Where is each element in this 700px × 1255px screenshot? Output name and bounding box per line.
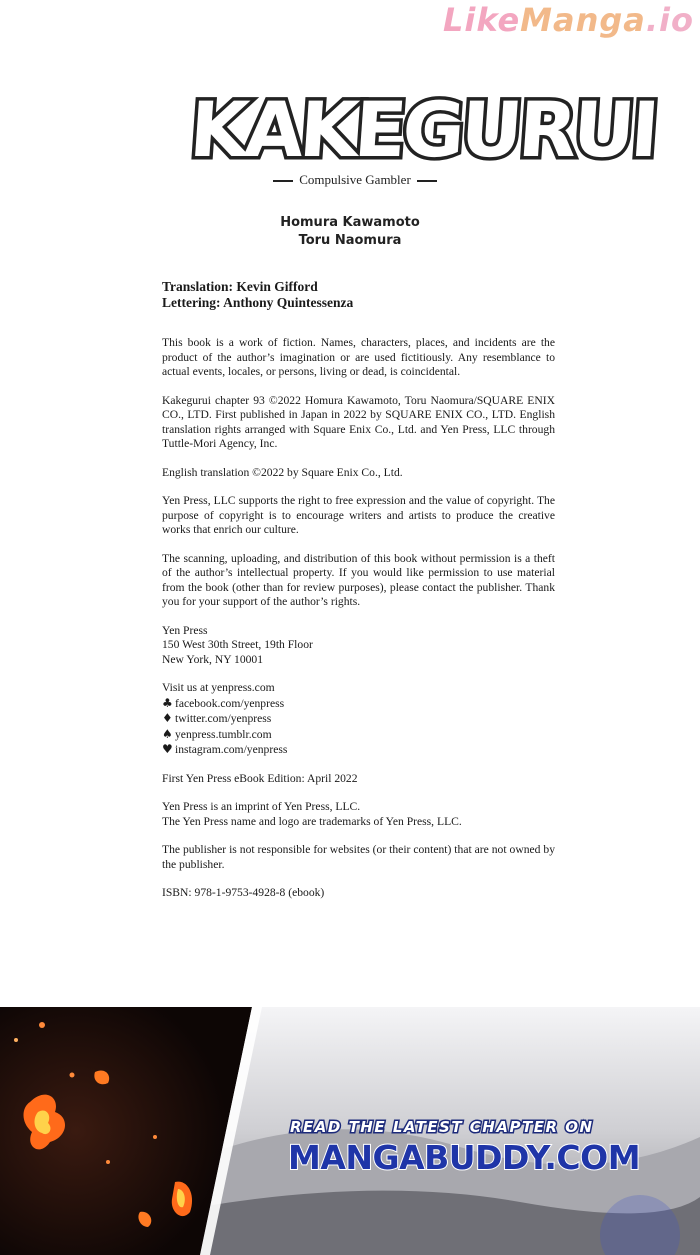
club-icon: ♣ [162, 695, 173, 710]
diamond-icon: ♦ [162, 711, 173, 725]
logo-subtitle [190, 172, 520, 188]
social-link-instagram[interactable]: instagram.com/yenpress [175, 743, 288, 756]
address-line-3: New York, NY 10001 [162, 652, 264, 666]
logo-subtitle-text: Compulsive Gambler [299, 172, 411, 187]
authors [0, 214, 700, 250]
imprint-notice [162, 800, 555, 829]
social-links [162, 681, 555, 758]
watermark-part-3: .io [645, 1, 694, 39]
fiction-notice: This book is a work of fiction. Names, characters, places, and incidents are the product of the author’s imagination or are used fictitiously. Any resemblance to actual events, locales, or persons, living or dead, is coincidental. [162, 336, 555, 378]
isbn: ISBN: 978-1-9753-4928-8 (ebook) [162, 886, 325, 899]
address-line-2: 150 West 30th Street, 19th Floor [162, 638, 313, 651]
credits [162, 279, 353, 311]
copyright-notice: Kakegurui chapter 93 ©2022 Homura Kawamoto, Toru Naomura/SQUARE ENIX CO., LTD. First published in Japan in 2022 by SQUARE ENIX CO., LTD. English translation rights arranged with Square Enix Co., Ltd. and Yen Press, LLC through Tuttle-Mori Agency, Inc. [162, 393, 555, 450]
logo-title: KAKEGURUI [186, 85, 659, 174]
author-writer: Homura Kawamoto [280, 215, 420, 230]
subtitle-bar-left [273, 180, 293, 182]
expression-notice: Yen Press, LLC supports the right to free expression and the value of copyright. The purpose of copyright is to encourage writers and artists to produce the creative works that enrich our culture. [162, 494, 555, 536]
edition-notice: First Yen Press eBook Edition: April 2022 [162, 771, 358, 785]
imprint-line-2: The Yen Press name and logo are trademarks of Yen Press, LLC. [162, 814, 462, 828]
author-artist: Toru Naomura [298, 233, 402, 248]
translation-notice: English translation ©2022 by Square Enix Co., Ltd. [162, 465, 403, 479]
visit-intro: Visit us at yenpress.com [162, 681, 275, 694]
watermark-part-2: Manga [520, 1, 646, 39]
address-line-1: Yen Press [162, 623, 208, 637]
series-logo [186, 80, 659, 195]
website-disclaimer: The publisher is not responsible for websites (or their content) that are not owned by the publisher. [162, 843, 555, 871]
spade-icon: ♠ [162, 726, 173, 741]
publisher-address [162, 624, 555, 668]
social-link-twitter[interactable]: twitter.com/yenpress [175, 712, 272, 725]
banner-tagline: READ THE LATEST CHAPTER ON [290, 1118, 594, 1136]
banner-site-link[interactable]: MANGABUDDY.COM [288, 1138, 641, 1177]
social-link-facebook[interactable]: facebook.com/yenpress [175, 696, 285, 710]
subtitle-bar-right [417, 180, 437, 182]
copyright-body [162, 336, 555, 915]
credit-lettering: Lettering: Anthony Quintessenza [162, 295, 354, 310]
scanning-notice: The scanning, uploading, and distribution of this book without permission is a theft of the author’s intellectual property. If you would like permission to use material from the book (other than for review purposes), please contact the publisher. Thank you for your support of the author’s rights. [162, 551, 555, 608]
social-link-tumblr[interactable]: yenpress.tumblr.com [175, 727, 272, 741]
imprint-line-1: Yen Press is an imprint of Yen Press, LLC. [162, 800, 361, 813]
heart-icon: ♥ [162, 742, 173, 756]
watermark-logo [443, 2, 694, 38]
credit-translation: Translation: Kevin Gifford [162, 279, 318, 294]
watermark-part-1: Like [442, 1, 521, 39]
